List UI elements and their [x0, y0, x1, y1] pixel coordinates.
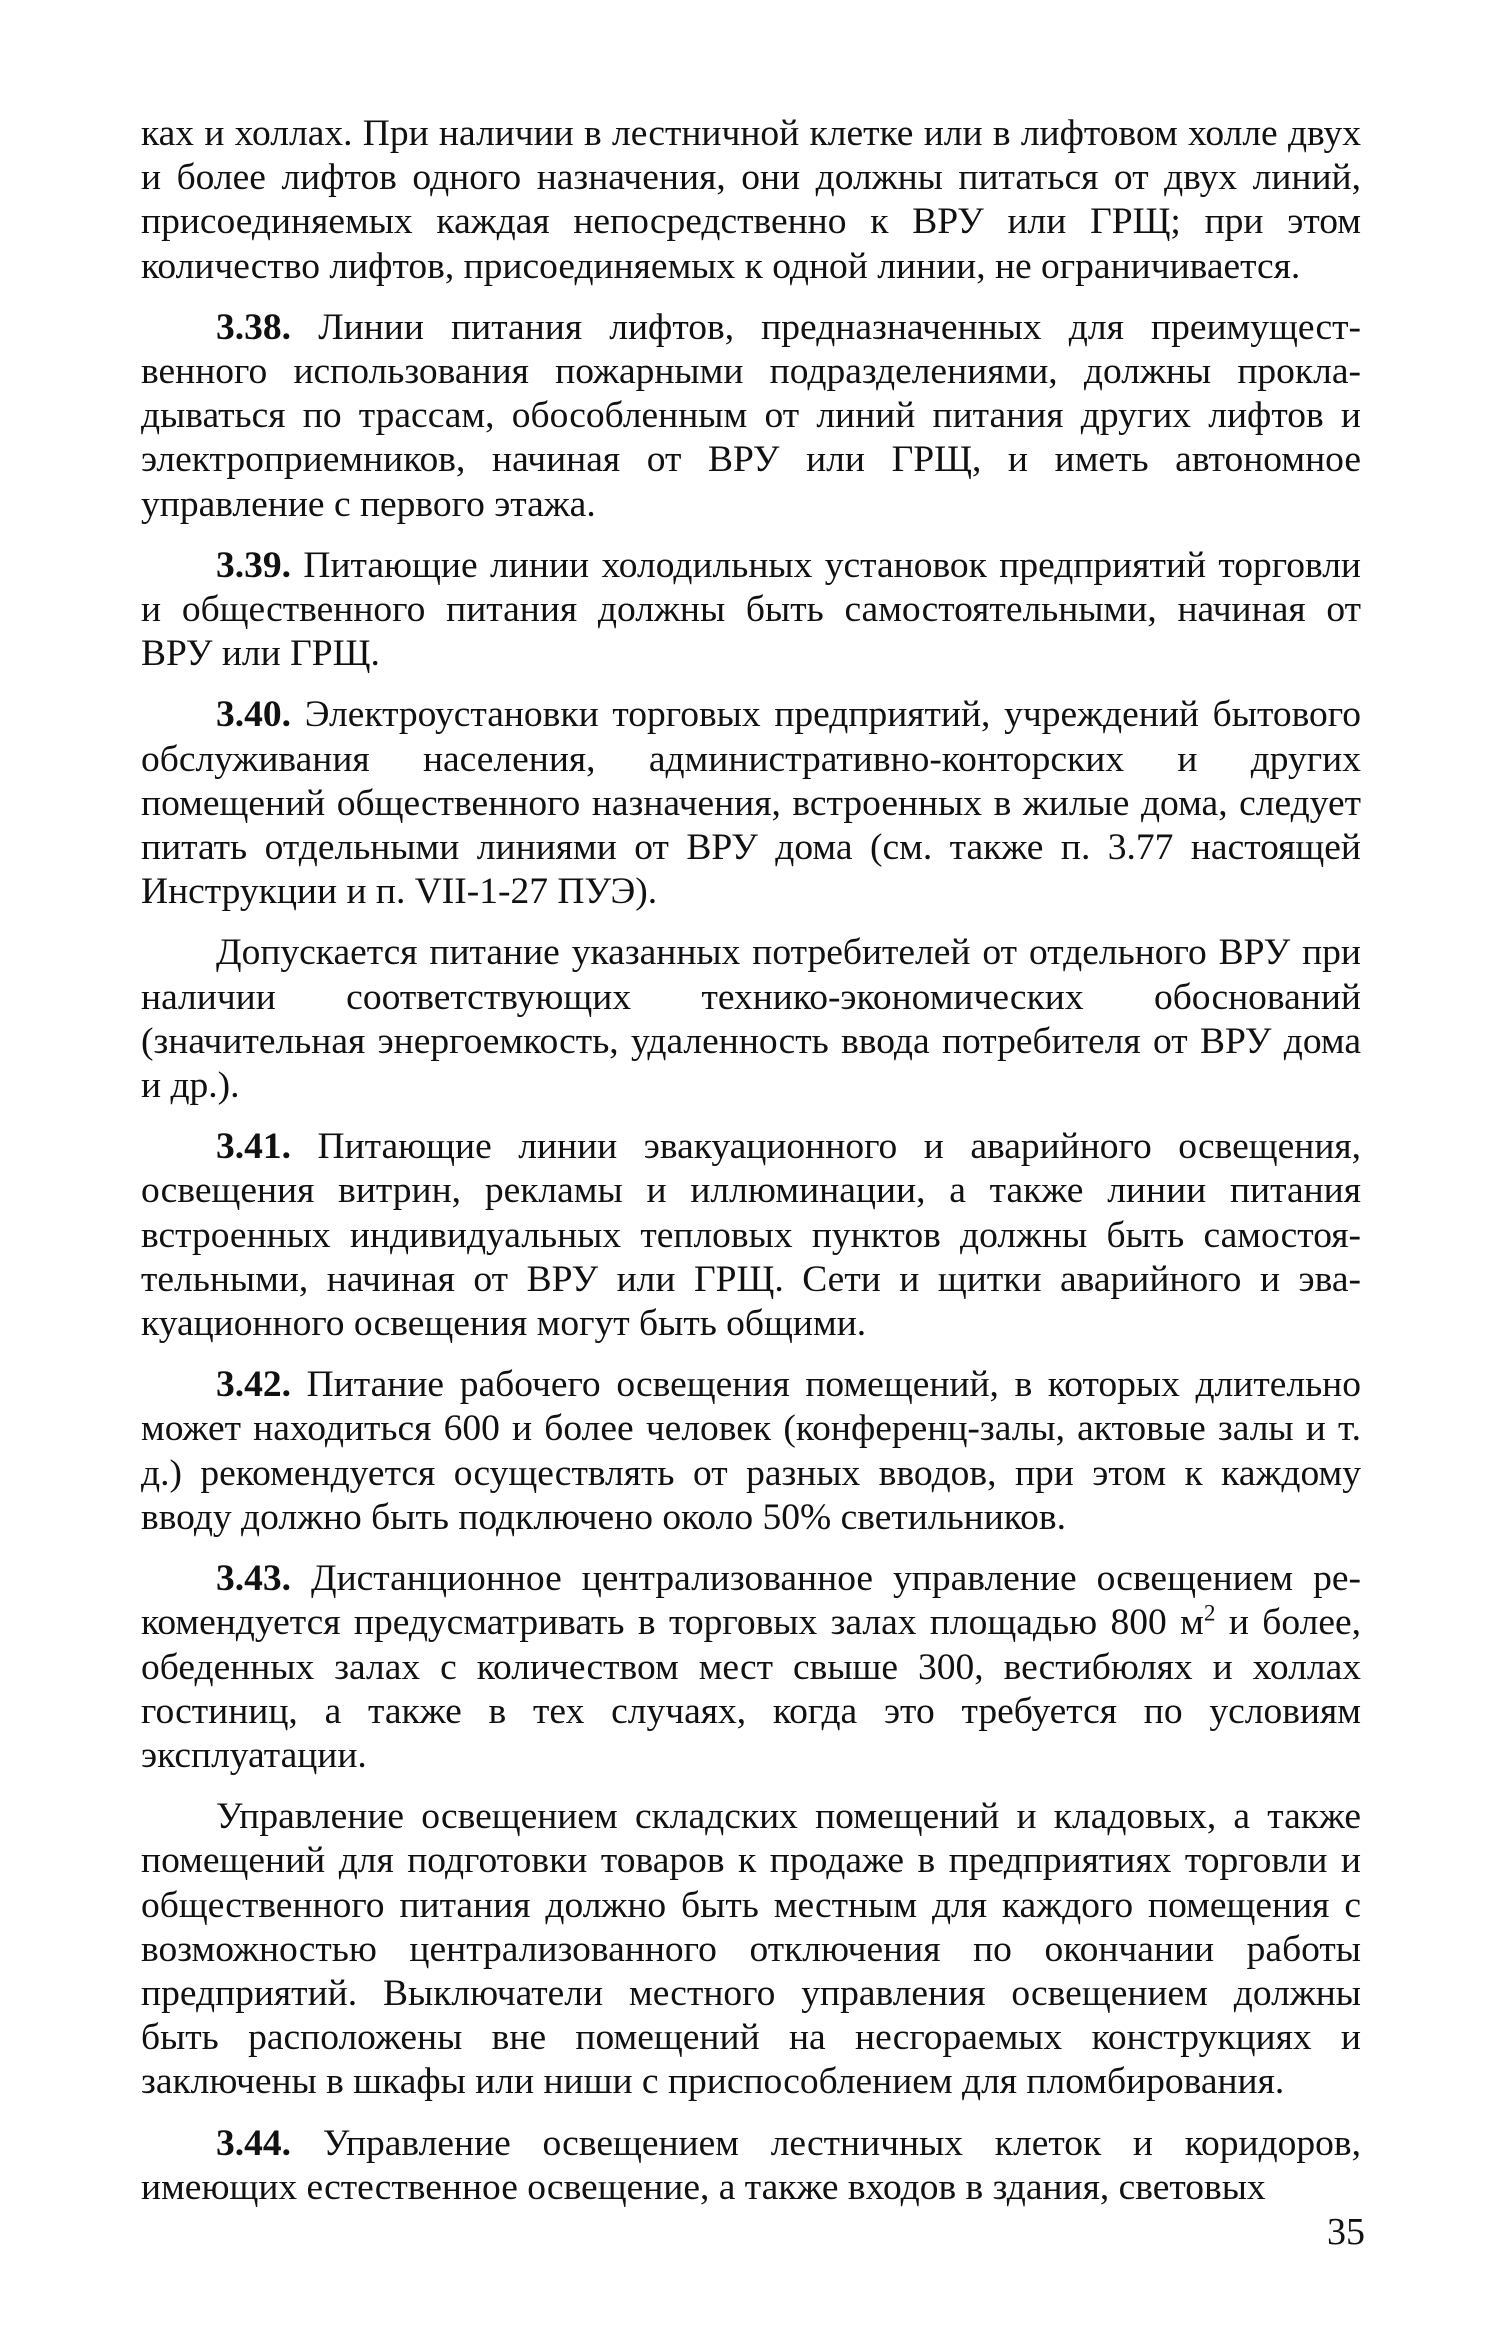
paragraph-number: 3.39. — [216, 544, 291, 586]
paragraph-number: 3.42. — [216, 1364, 291, 1406]
paragraph-number: 3.40. — [216, 694, 291, 736]
paragraph-3-39 — [141, 544, 1361, 677]
paragraph-number: 3.38. — [216, 306, 291, 348]
paragraph-text: Дистанционное централизованное управление освещением рекомендуется предусматривать в торговых залах площадью 800 м — [141, 1558, 1361, 1644]
paragraph-3-43-cont — [141, 1795, 1361, 2104]
document-page — [141, 112, 1361, 2227]
paragraph-3-40-cont — [141, 931, 1361, 1108]
paragraph-text: Управление освещением складских помещений и кладовых, а также помещений для подготовки товаров к продаже в предприятиях торговли и общественного питания должно быть местным для каждого помещения с возможностью централизованного отключения по окончании работы предприятий. Выключатели местного управления освещением должны быть расположены вне помещений на несгораемых конструкциях и заключены в шкафы или ниши с приспособлением для пломбирования. — [141, 1796, 1361, 2103]
paragraph-text: ках и холлах. При наличии в лестничной клетке или в лифтовом холле двух и более лифтов одного назначения, они должны питаться от двух линий, присоединяемых каждая непосредственно к ВРУ или ГРЩ; при этом количество лифтов, присоединяемых к одной линии, не ограничивается. — [141, 113, 1361, 287]
paragraph-number: 3.43. — [216, 1558, 291, 1600]
paragraph-text: Питающие линии эвакуационного и аварийного освещения, освещения витрин, рекламы и иллюминации, а также линии питания встроенных индивидуальных тепловых пунктов должны быть самостоятельными, начиная от ВРУ или ГРЩ. Сети и щитки аварийного и эвакуационного освещения могут быть общими. — [141, 1126, 1362, 1345]
paragraph-text: Электроустановки торговых предприятий, учреждений бытового обслуживания населения, административно-конторских и других помещений общественного назначения, встроенных в жилые дома, следует питать отдельными линиями от ВРУ дома (см. также п. 3.77 настоящей Инструкции и п. VII-1-27 ПУЭ). — [141, 694, 1361, 913]
superscript-exponent: 2 — [1203, 1600, 1216, 1627]
paragraph-text: Питание рабочего освещения помещений, в которых длительно может находиться 600 и более человек (конференц-залы, актовые залы и т. д.) рекомендуется осуществлять от разных вводов, при этом к каждому вводу должно быть подключено около 50% светильников. — [141, 1364, 1362, 1538]
paragraph-3-44 — [141, 2122, 1361, 2210]
paragraph-text-cont: и более, обеденных залах с количеством мест свыше 300, вестибюлях и холлах гостиниц, а также в тех случаях, когда это требуется по условиям эксплуатации. — [141, 1602, 1361, 1776]
paragraph-text: Линии питания лифтов, предназначенных для преимущественного использования пожарными подразделениями, должны прокладываться по трассам, обособленным от линий питания других лифтов и электроприемников, начиная от ВРУ или ГРЩ, и иметь автономное управление с первого этажа. — [141, 306, 1362, 525]
page-number: 35 — [1327, 2211, 1365, 2253]
paragraph-3-42 — [141, 1363, 1361, 1540]
paragraph-number: 3.41. — [216, 1126, 291, 1168]
paragraph-3-43 — [141, 1557, 1361, 1778]
paragraph-text: Управление освещением лестничных клеток и коридоров, имеющих естественное освещение, а также входов в здания, световых — [141, 2122, 1361, 2208]
paragraph-3-40 — [141, 693, 1361, 914]
paragraph-continuation — [141, 112, 1361, 289]
paragraph-number: 3.44. — [216, 2122, 291, 2164]
paragraph-text: Допускается питание указанных потребителей от отдельного ВРУ при наличии соответствующих технико-экономических обоснований (значительная энергоемкость, удаленность ввода потребителя от ВРУ дома и др.). — [141, 932, 1361, 1107]
paragraph-3-41 — [141, 1125, 1361, 1346]
paragraph-text: Питающие линии холодильных установок предприятий торговли и общественного питания должны быть самостоятельными, начиная от ВРУ или ГРЩ. — [141, 544, 1361, 675]
paragraph-3-38 — [141, 306, 1361, 527]
